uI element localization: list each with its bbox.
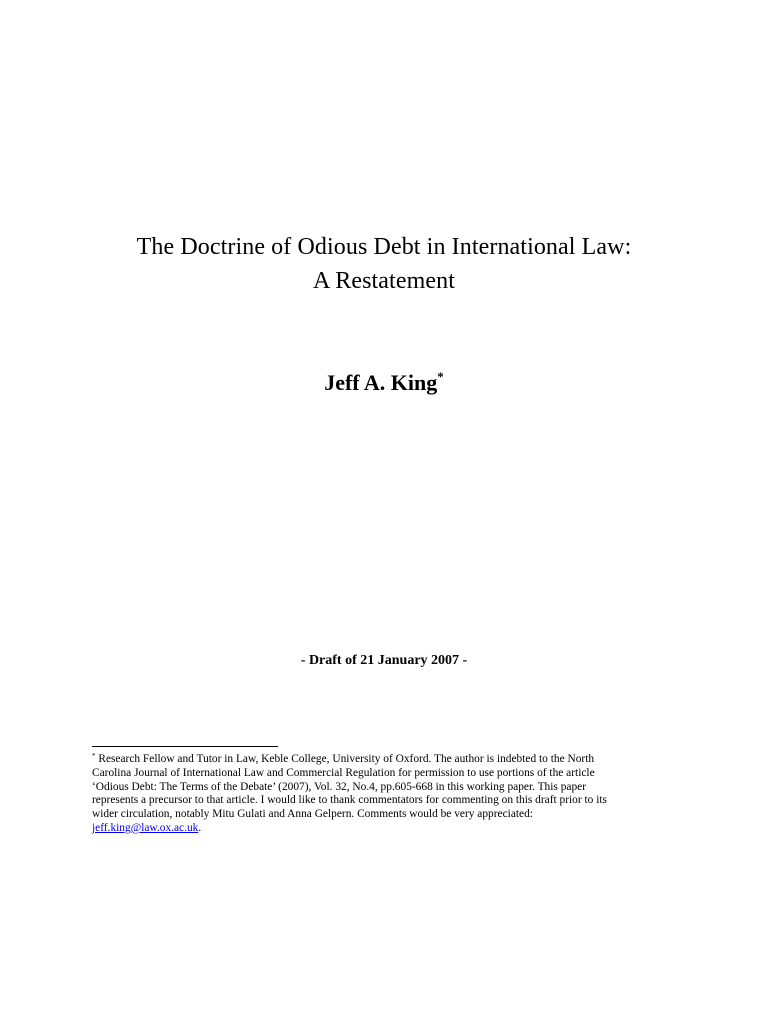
- footnote-line-text: Research Fellow and Tutor in Law, Keble College, University of Oxford. The author is indebted to the North: [95, 753, 595, 765]
- footnote-trailing-period: .: [198, 821, 202, 834]
- footnote-line: [92, 822, 676, 836]
- title-line-2: A Restatement: [313, 268, 455, 294]
- title-line-1: The Doctrine of Odious Debt in International Law:: [136, 234, 632, 260]
- footnote-line: [92, 753, 676, 767]
- author-name: Jeff A. King: [324, 370, 438, 395]
- footnote-line: Carolina Journal of International Law and Commercial Regulation for permission to use portions of the article: [92, 766, 595, 779]
- author-byline: [0, 368, 768, 398]
- footnote: [92, 753, 676, 836]
- footnote-line: represents a precursor to that article. I would like to thank commentators for commenting on this draft prior to its: [92, 794, 607, 807]
- footnote-separator: [92, 746, 278, 747]
- paper-title: [0, 230, 768, 298]
- footnote-marker: *: [92, 752, 96, 760]
- footnote-line: wider circulation, notably Mitu Gulati and Anna Gelpern. Comments would be very appreciated:: [92, 808, 533, 821]
- draft-date: - Draft of 21 January 2007 -: [300, 653, 468, 668]
- author-footnote-marker[interactable]: *: [437, 369, 444, 384]
- author-email-link[interactable]: jeff.king@law.ox.ac.uk: [92, 821, 199, 834]
- footnote-line: ‘Odious Debt: The Terms of the Debate’ (2007), Vol. 32, No.4, pp.605-668 in this working paper. This paper: [92, 780, 586, 793]
